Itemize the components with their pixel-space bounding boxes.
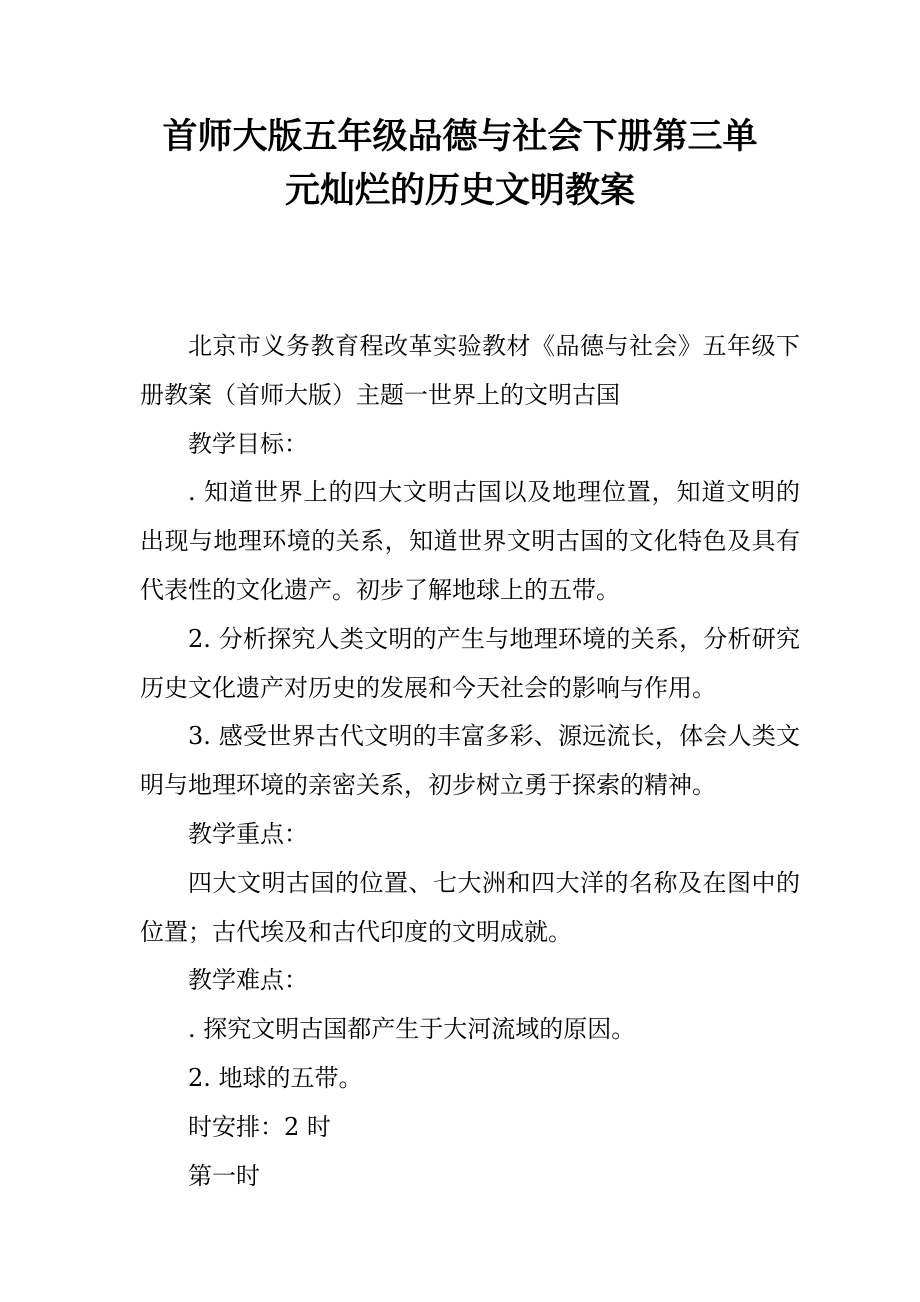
paragraph-difficulty-1: . 探究文明古国都产生于大河流域的原因。 (188, 1015, 636, 1044)
paragraph-difficulty-2: 2. 地球的五带。 (188, 1063, 363, 1092)
document-body (140, 322, 800, 1200)
paragraph-goal-1: . 知道世界上的四大文明古国以及地理位置，知道文明的出现与地理环境的关系，知道世界文明古国的文化特色及具有代表性的文化遗产。初步了解地球上的五带。 (140, 478, 800, 604)
heading-difficulties: 教学难点： (188, 966, 308, 995)
document-title (100, 110, 820, 218)
title-line-2: 元灿烂的历史文明教案 (284, 171, 635, 211)
heading-key-points: 教学重点： (188, 819, 308, 848)
paragraph-intro: 北京市义务教育程改革实验教材《品德与社会》五年级下册教案（首师大版）主题一世界上的文明古国 (140, 332, 800, 409)
heading-teaching-goals: 教学目标： (188, 429, 308, 458)
title-line-1: 首师大版五年级品德与社会下册第三单 (162, 117, 758, 157)
paragraph-schedule: 时安排：2 时 (188, 1112, 331, 1141)
paragraph-goal-3: 3. 感受世界古代文明的丰富多彩、源远流长，体会人类文明与地理环境的亲密关系，初步树立勇于探索的精神。 (140, 722, 800, 800)
paragraph-goal-2: 2. 分析探究人类文明的产生与地理环境的关系，分析研究历史文化遗产对历史的发展和今天社会的影响与作用。 (140, 624, 800, 702)
paragraph-first-lesson: 第一时 (188, 1161, 260, 1190)
paragraph-key-points: 四大文明古国的位置、七大洲和四大洋的名称及在图中的位置；古代埃及和古代印度的文明成就。 (140, 868, 800, 946)
